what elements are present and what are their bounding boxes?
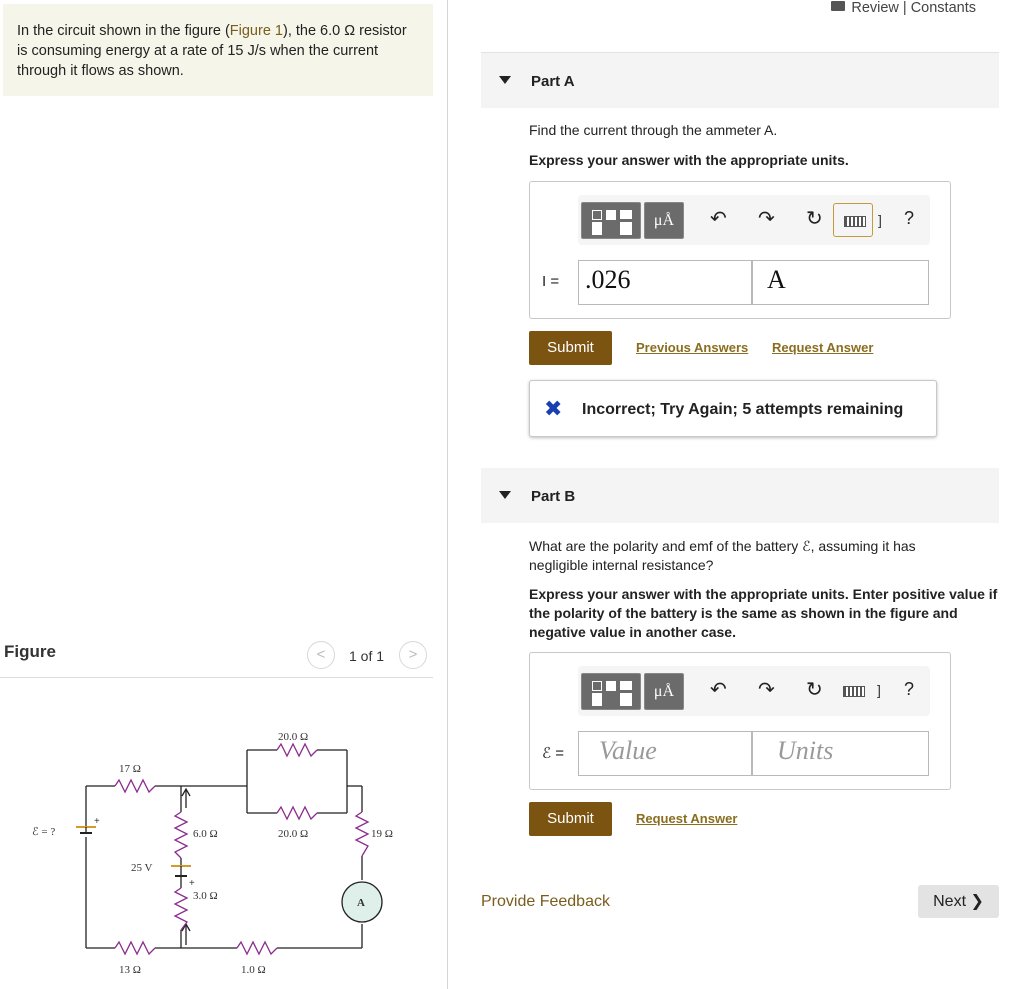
problem-text-2: ), the 6.0 Ω resistor is consuming energy at a rate of 15 J/s when the current through it flows as shown. [17,23,407,79]
label-r6: 6.0 Ω [193,828,218,840]
part-a-request-answer-link[interactable]: Request Answer [772,340,874,355]
part-a-title: Part A [531,73,575,90]
label-r1: 1.0 Ω [241,964,266,976]
part-a-feedback [529,380,937,437]
problem-text-1: In the circuit shown in the figure ( [17,23,230,39]
help-icon[interactable]: ? [904,679,915,699]
part-a-variable: I = [542,273,560,290]
provide-feedback-link[interactable]: Provide Feedback [481,893,610,910]
label-r3: 3.0 Ω [193,890,218,902]
label-r13: 13 Ω [119,964,141,976]
label-plus-emf: + [94,816,100,827]
units-button[interactable]: μÅ [644,673,684,710]
help-icon[interactable]: ? [904,208,915,228]
keyboard-icon[interactable]: ] [833,203,873,237]
collapse-triangle-icon[interactable] [499,76,511,84]
figure-pager: 1 of 1 [349,648,385,664]
figure-header [0,638,433,678]
part-b-answer-box [529,652,951,790]
figure-link[interactable]: Figure 1 [229,23,283,39]
left-panel [0,0,448,989]
reset-icon[interactable]: ↻ [806,208,823,230]
part-b-value-input[interactable]: Value [578,731,752,776]
templates-icon[interactable] [581,202,641,239]
part-b-request-answer-link[interactable]: Request Answer [636,811,738,826]
part-a-question: Find the current through the ammeter A. [529,122,778,138]
part-b-submit-button[interactable]: Submit [529,802,612,836]
label-r17: 17 Ω [119,763,141,775]
figure-next-button[interactable]: > [399,641,427,669]
part-b-unit-input[interactable]: Units [752,731,929,776]
part-a-header[interactable] [481,53,999,108]
part-b-variable: ℰ = [542,745,565,762]
keyboard-icon[interactable]: ] [833,674,873,708]
part-a-instructions: Express your answer with the appropriate units. [529,152,849,168]
redo-icon[interactable]: ↷ [758,208,775,230]
part-b-title: Part B [531,488,576,505]
part-a-unit-input[interactable]: A [752,260,929,305]
label-r20-mid: 20.0 Ω [278,828,309,840]
reset-icon[interactable]: ↻ [806,679,823,701]
collapse-triangle-icon[interactable] [499,491,511,499]
units-button[interactable]: μÅ [644,202,684,239]
part-b-question: What are the polarity and emf of the battery ℰ, assuming it has negligible internal resistance? [529,538,916,573]
figure-title: Figure [4,642,56,661]
next-button[interactable]: Next ❯ [918,885,999,918]
part-b-toolbar [578,666,930,716]
circuit-diagram [0,700,440,985]
part-b-instructions: Express your answer with the appropriate units. Enter positive value if the polarity of the battery is the same as shown in the figure and negative value in another case. [529,586,998,640]
label-ammeter: A [357,897,365,909]
label-r19: 19 Ω [371,828,393,840]
undo-icon[interactable]: ↶ [710,679,727,701]
review-label[interactable]: Review | Constants [851,0,976,16]
review-constants-link[interactable] [831,0,976,16]
label-plus-25v: + [189,878,195,889]
right-panel [449,0,1024,989]
feedback-message: Incorrect; Try Again; 5 attempts remaining [582,401,904,418]
problem-statement [3,4,433,96]
figure-prev-button[interactable]: < [307,641,335,669]
panel-divider [447,0,448,989]
redo-icon[interactable]: ↷ [758,679,775,701]
part-a-answer-box [529,181,951,319]
label-batt25: 25 V [131,862,153,874]
previous-answers-link[interactable]: Previous Answers [636,340,749,355]
label-emf: ℰ = ? [32,826,56,838]
templates-icon[interactable] [581,673,641,710]
part-a-toolbar [578,195,930,245]
incorrect-icon: ✖ [544,396,563,421]
part-b-header[interactable] [481,468,999,523]
part-a-value-input[interactable]: .026 [578,260,752,305]
book-icon [831,1,845,11]
undo-icon[interactable]: ↶ [710,208,727,230]
part-a-submit-button[interactable]: Submit [529,331,612,365]
label-r20-top: 20.0 Ω [278,731,309,743]
